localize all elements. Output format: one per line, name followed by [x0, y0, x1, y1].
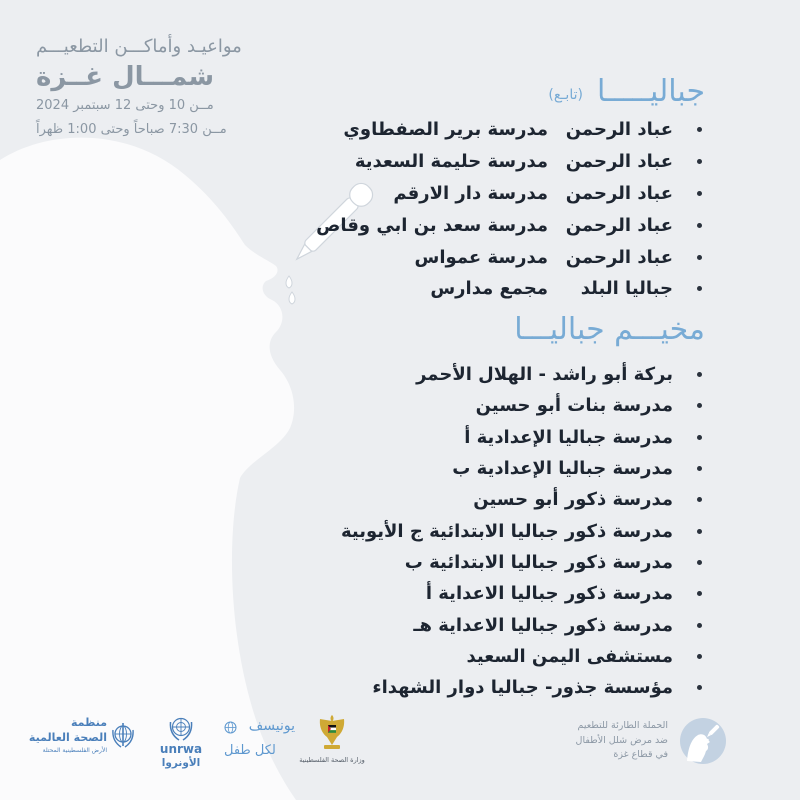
section-list-jabalia-camp [341, 359, 705, 703]
campaign-line2: ضد مرض شلل الأطفال [575, 734, 668, 746]
section-title: جباليـــــا [596, 74, 705, 109]
campaign-title [576, 719, 668, 763]
bullet-icon [697, 286, 702, 291]
unrwa-name-arabic: الأونروا [161, 757, 201, 769]
bullet-icon [697, 372, 702, 377]
site-name: مدرسة سعد بن ابي وقاص [316, 214, 548, 236]
site-name: مدرسة جباليا الإعدادية ب [452, 458, 673, 480]
campaign-line1: الحملة الطارئة للتطعيم [577, 720, 668, 731]
list-item [316, 241, 705, 273]
site-name: مدرسة جباليا الإعدادية أ [464, 426, 673, 448]
bullet-icon [697, 591, 702, 596]
list-item [316, 178, 705, 210]
bullet-icon [697, 255, 702, 260]
section-title: مخيـــم جباليـــا [514, 312, 705, 347]
bullet-icon [697, 403, 702, 408]
bullet-icon [697, 127, 702, 132]
campaign-line3: في قطاع غزة [613, 749, 668, 760]
ministry-of-health-name: وزارة الصحة الفلسطينية [299, 756, 365, 764]
area-name: عباد الرحمن [565, 182, 673, 204]
palestinian-eagle-emblem-icon [318, 714, 346, 752]
section-heading-jabalia-camp [514, 310, 705, 350]
header-title: مواعيـد وأماكـــن التطعيـــم [36, 36, 242, 57]
area-name: عباد الرحمن [565, 119, 673, 141]
unrwa-name-latin: unrwa [159, 742, 203, 756]
list-item [341, 609, 705, 640]
who-name-line2: الصحة العالمية [28, 731, 107, 744]
list-item [316, 273, 705, 305]
list-item [341, 547, 705, 578]
list-item [341, 390, 705, 421]
site-name: مدرسة ذكور جباليا الابتدائية ج الأيوبية [340, 520, 673, 542]
header-region: شمـــال غــزة [36, 62, 215, 92]
header-dates: مــن 10 وحتى 12 سبتمبر 2024 [36, 98, 214, 113]
site-name: مجمع مدارس [430, 278, 548, 300]
section-note: (تابـع) [548, 87, 583, 103]
child-head-silhouette [0, 138, 296, 800]
bullet-icon [697, 529, 702, 534]
unicef-name: يونيسف [248, 718, 295, 734]
site-name: مدرسة ذكور أبو حسين [473, 489, 673, 511]
site-name: مدرسة ذكور جباليا الاعداية هـ [413, 614, 673, 636]
list-item [341, 578, 705, 609]
child-vaccine-drop-icon [679, 717, 727, 765]
drop-icon [286, 276, 292, 288]
area-name: جباليا البلد [580, 278, 673, 300]
site-name: مدرسة ذكور جباليا الابتدائية ب [404, 551, 673, 573]
header [36, 34, 356, 142]
bullet-icon [697, 685, 702, 690]
list-item [341, 641, 705, 672]
who-subtitle: الأرض الفلسطينية المحتلة [42, 747, 107, 754]
site-name: مدرسة عمواس [414, 246, 548, 268]
list-item [341, 422, 705, 453]
un-emblem-icon [167, 714, 195, 742]
bullet-icon [697, 623, 702, 628]
site-name: بركة أبو راشد - الهلال الأحمر [416, 364, 673, 386]
area-name: عباد الرحمن [565, 246, 673, 268]
bullet-icon [697, 466, 702, 471]
site-name: مدرسة حليمة السعدية [354, 151, 548, 173]
list-item [341, 484, 705, 515]
header-hours: مــن 7:30 صباحاً وحتى 1:00 ظهراً [36, 122, 227, 137]
site-name: مدرسة دار الارقم [393, 182, 548, 204]
globe-icon [224, 721, 237, 734]
site-name: مؤسسة جذور- جباليا دوار الشهداء [372, 677, 673, 699]
bullet-icon [697, 654, 702, 659]
list-item [341, 515, 705, 546]
bullet-icon [697, 223, 702, 228]
unicef-slogan: لكل طفل [224, 743, 276, 758]
bullet-icon [697, 560, 702, 565]
site-name: مدرسة بنات أبو حسين [475, 395, 673, 417]
who-name-line1: منظمة [70, 716, 107, 729]
list-item [316, 146, 705, 178]
who-emblem-icon [109, 721, 137, 749]
area-name: عباد الرحمن [565, 151, 673, 173]
area-name: عباد الرحمن [565, 214, 673, 236]
bullet-icon [697, 191, 702, 196]
section-list-jabalia [316, 114, 705, 305]
list-item [341, 359, 705, 390]
section-heading-jabalia [548, 72, 705, 112]
who-logo-text [29, 715, 107, 756]
site-name: مدرسة ذكور جباليا الاعداية أ [425, 583, 673, 605]
list-item [341, 672, 705, 703]
bullet-icon [697, 497, 702, 502]
bullet-icon [697, 435, 702, 440]
drop-icon [289, 292, 295, 304]
site-name: مستشفى اليمن السعيد [466, 645, 673, 667]
list-item [316, 114, 705, 146]
list-item [316, 209, 705, 241]
site-name: مدرسة برير الصفطاوي [343, 119, 548, 141]
bullet-icon [697, 159, 702, 164]
list-item [341, 453, 705, 484]
